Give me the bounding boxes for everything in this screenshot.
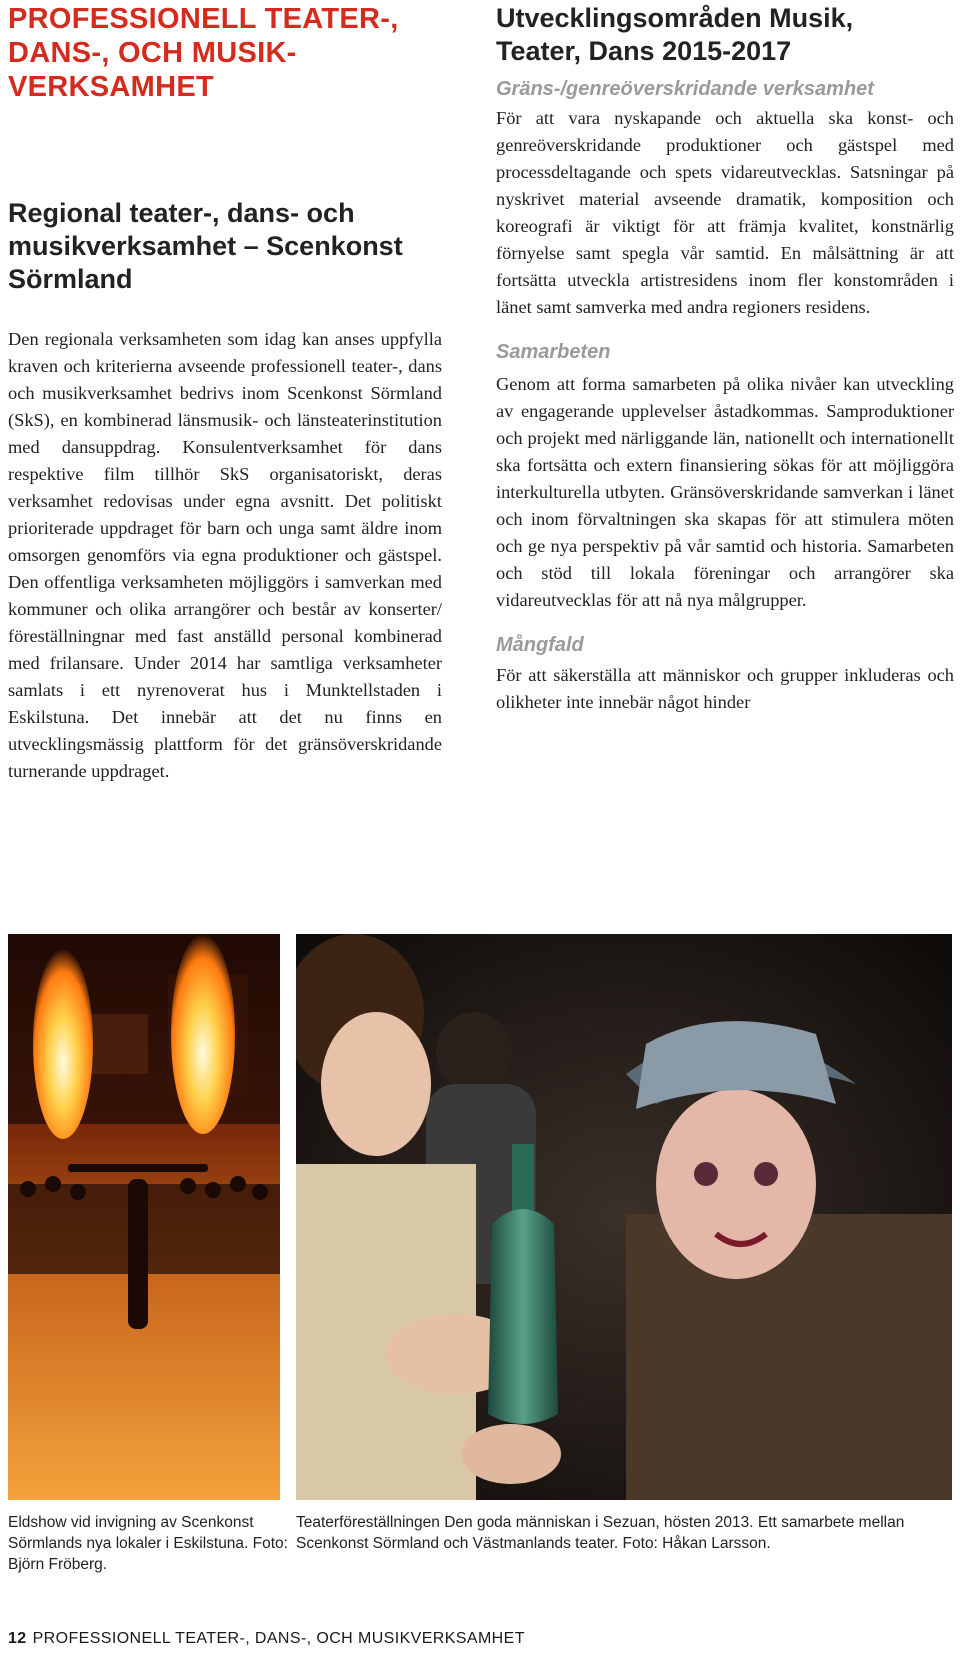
body-text-gransoverskridande: För att vara nyskapande och aktuella ska konst- och genreöverskridande produktioner och gästspel med processdeltagande och spets vidareutvecklas. Satsningar på nyskrivet material avseende dramatik, komposition och koreografi är viktigt för att främja kvalitet, konstnärlig förnyelse samt spegla vår samtid. En målsättning är att fortsätta utveckla artistresidens inom fler konstområden i länet samt samverka med andra regioners residens. <box>496 108 954 317</box>
photo-theatre-performance <box>296 934 952 1500</box>
subhead-gransoverskridande: Gräns-/genreöverskridande verksamhet <box>496 78 874 100</box>
section-title: PROFESSIONELL TEATER-, DANS-, OCH MUSIK- VERKSAMHET <box>8 3 399 103</box>
left-column <box>8 0 442 785</box>
photo-fire-show <box>8 934 280 1500</box>
subhead-samarbeten: Samarbeten <box>496 341 611 363</box>
right-column <box>496 0 954 716</box>
caption-fire-show: Eldshow vid invigning av Scenkonst Sörmlands nya lokaler i Eskilstuna. Foto: Björn Fröberg. <box>8 1514 288 1573</box>
fire-show-image <box>8 934 280 1500</box>
theatre-image <box>296 934 952 1500</box>
caption-theatre: Teaterföreställningen Den goda människan i Sezuan, hösten 2013. Ett samarbete mellan Scenkonst Sörmland och Västmanlands teater. Foto: Håkan Larsson. <box>296 1514 905 1552</box>
page-footer <box>8 1630 525 1648</box>
body-text-samarbeten: Genom att forma samarbeten på olika nivåer kan utveckling av engagerande upplevelser åstadkommas. Samproduktioner och projekt med närliggande län, nationellt och internationellt ska fortsätta och extern finansiering sökas för att möjliggöra interkulturella utbyten. Gränsöverskridande samverkan i länet och inom förvaltningen ska skapas för att stimulera möten och ge nya perspektiv på vår samtid och historia. Samarbeten och stöd till lokala föreningar och arrangörer ska vidareutvecklas för att nå nya målgrupper. <box>496 374 954 610</box>
subhead-mangfald: Mångfald <box>496 634 584 656</box>
article-title-utveckling: Utvecklingsområden Musik, Teater, Dans 2015-2017 <box>496 3 854 66</box>
running-title: PROFESSIONELL TEATER-, DANS-, OCH MUSIKVERKSAMHET <box>32 1630 525 1647</box>
article-title-regional: Regional teater-, dans- och musikverksamhet – Scenkonst Sörmland <box>8 198 403 294</box>
body-text-regional: Den regionala verksamheten som idag kan anses uppfylla kraven och kriterierna avseende professionell teater-, dans och musikverksamhet bedrivs inom Scenkonst Sörmland (SkS), en kombinerad länsmusik- och länsteaterinstitution med dansuppdrag. Konsulentverksamhet för dans respektive film tillhör SkS organisatoriskt, deras verksamhet redovisas under egna avsnitt. Det politiskt prioriterade uppdraget för barn och unga samt äldre inom omsorgen genomförs via egna produktioner och gästspel. Den offentliga verksamheten möjliggörs i samverkan med kommuner och olika arrangörer och består av konserter/ föreställningnar med fast anställd personal kombinerad med frilansare. Under 2014 har samtliga verksamheter samlats i ett nyrenoverat hus i Munktellstaden i Eskilstuna. Det innebär att det nu finns en utvecklingsmässig plattform för det gränsöverskridande turnerande uppdraget. <box>8 329 442 781</box>
page-number: 12 <box>8 1630 27 1647</box>
body-text-mangfald: För att säkerställa att människor och grupper inkluderas och olikheter inte innebär något hinder <box>496 665 954 712</box>
